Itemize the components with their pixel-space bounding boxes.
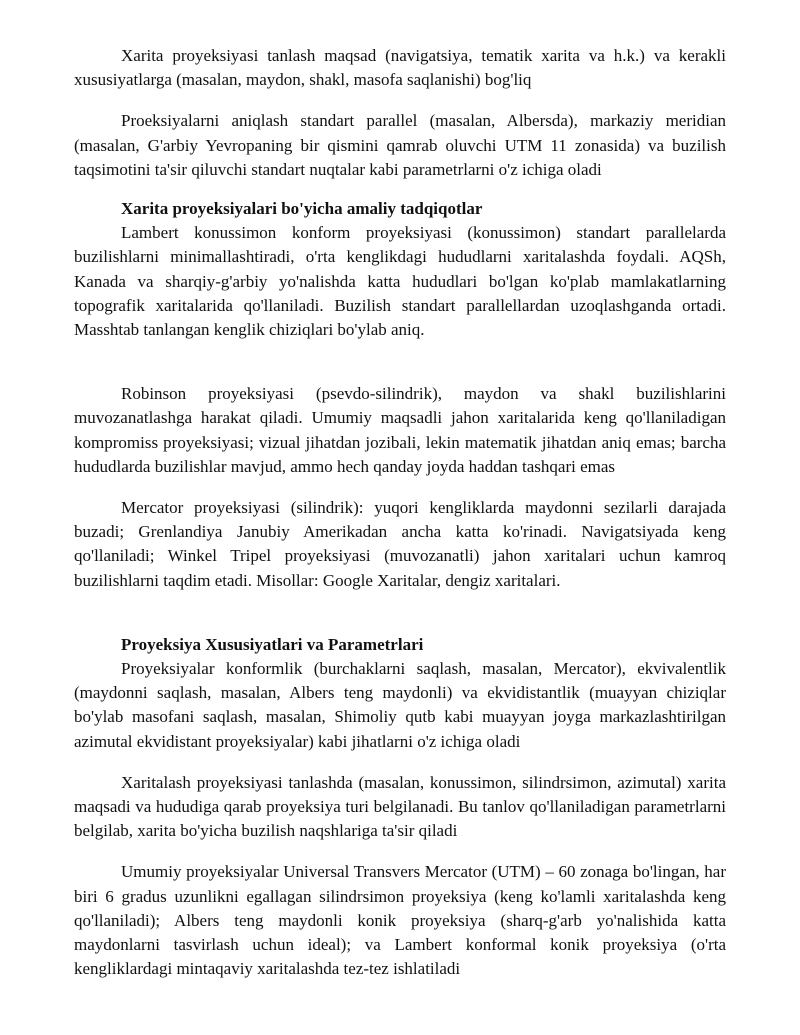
paragraph-common-projections: Umumiy proyeksiyalar Universal Transvers Mercator (UTM) – 60 zonaga bo'lingan, har biri 6 gradus uzunlikni egallagan silindrsimon proyeksiya (keng ko'lamli xaritalashda keng qo'llaniladi); Albers teng maydonli konik proyeksiya (sharq-g'arb yo'nalishida katta maydonlarni tasvirlash uchun ideal); va Lambert konformal konik proyeksiya (o'rta kengliklardagi mintaqaviy xaritalashda tez-tez ishlatiladi <box>74 862 726 979</box>
paragraph-mercator: Mercator proyeksiyasi (silindrik): yuqori kengliklarda maydonni sezilarli darajada buzadi; Grenlandiya Janubiy Amerikadan ancha katta ko'rinadi. Navigatsiyada keng qo'llaniladi; Winkel Tripel proyeksiyasi (muvozanatli) jahon xaritalari uchun kamroq buzilishlarni taqdim etadi. Misollar: Google Xaritalar, dengiz xaritalari. <box>74 498 726 590</box>
paragraph-projection-type: Xaritalash proyeksiyasi tanlashda (masalan, konussimon, silindrsimon, azimutal) xarita maqsadi va hududiga qarab proyeksiya turi belgilanadi. Bu tanlov qo'llaniladigan parametrlarni belgilab, xarita bo'yicha buzilish naqshlariga ta'sir qiladi <box>74 772 726 841</box>
paragraph-projection-parameters: Proeksiyalarni aniqlash standart parallel (masalan, Albersda), markaziy meridian (masalan, G'arbiy Yevropaning bir qismini qamrab oluvchi UTM 11 zonasida) va buzilish taqsimotini ta'sir qiluvchi standart nuqtalar kabi parametrlarni o'z ichiga oladi <box>74 111 726 179</box>
document-page <box>74 44 726 982</box>
paragraph-lambert: Lambert konussimon konform proyeksiyasi (konussimon) standart parallelarda buzilishlarni minimallashtiradi, o'rta kenglikdagi hududlarni xaritalashda foydali. AQSh, Kanada va sharqiy-g'arbiy yo'nalishda katta hududlari bo'lgan ko'plab mamlakatlarning topografik xaritalarida qo'llaniladi. Buzilish standart parallellardan uzoqlashganda ortadi. Masshtab tanlangan kenglik chiziqlari bo'ylab aniq. <box>74 223 726 340</box>
paragraph-conformality: Proyeksiyalar konformlik (burchaklarni saqlash, masalan, Mercator), ekvivalentlik (maydonni saqlash, masalan, Albers teng maydonli) va ekvidistantlik (muayyan chiziqlar bo'ylab masofani saqlash, masalan, Shimoliy qutb kabi muayyan joyga markazlashtirilgan azimutal ekvidistant proyeksiyalar) kabi jihatlarni o'z ichiga oladi <box>74 659 726 751</box>
paragraph-projection-choice: Xarita proyeksiyasi tanlash maqsad (navigatsiya, tematik xarita va h.k.) va kerakli xususiyatlarga (masalan, maydon, shakl, masofa saqlanishi) bog'liq <box>74 46 726 90</box>
heading-case-studies: Xarita proyeksiyalari bo'yicha amaliy tadqiqotlar <box>121 199 483 219</box>
paragraph-robinson: Robinson proyeksiyasi (psevdo-silindrik), maydon va shakl buzilishlarini muvozanatlashga harakat qiladi. Umumiy maqsadli jahon xaritalarida keng qo'llaniladigan kompromiss proyeksiyasi; vizual jihatdan jozibali, lekin matematik jihatdan aniq emas; barcha hududlarda buzilishlar mavjud, ammo hech qanday joyda haddan tashqari emas <box>74 384 726 476</box>
heading-properties-parameters: Proyeksiya Xususiyatlari va Parametrlari <box>121 634 424 654</box>
